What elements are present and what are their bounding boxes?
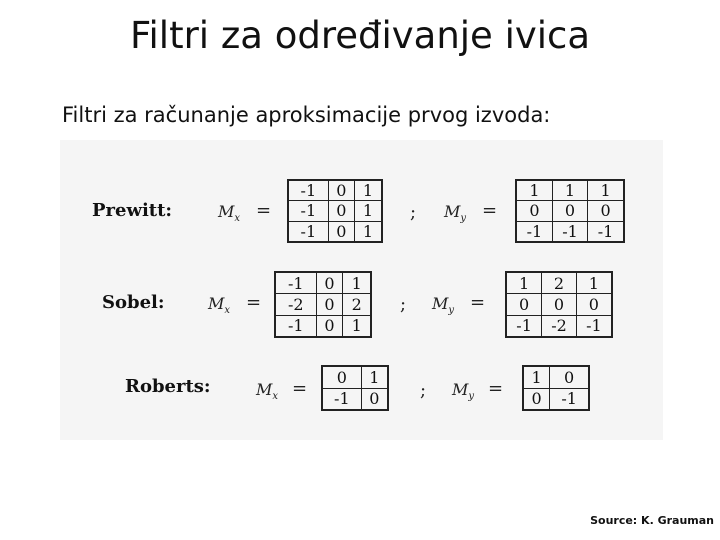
sobel-my-label: $M_y$: [432, 294, 455, 317]
matrix-cell: -1: [288, 180, 328, 201]
matrix-cell: 1: [588, 180, 624, 201]
matrix-cell: 1: [343, 272, 371, 294]
matrix-cell: -1: [550, 388, 589, 410]
matrix-row: [506, 272, 612, 294]
matrix-cell: -1: [288, 221, 328, 242]
matrix-cell: 1: [354, 221, 382, 242]
matrix-row: [506, 294, 612, 315]
matrix-row: [523, 366, 589, 388]
matrix-cell: 1: [552, 180, 587, 201]
matrix-row: [322, 388, 388, 410]
matrix-cell: 0: [550, 366, 589, 388]
slide-subtitle: Filtri za računanje aproksimacije prvog izvoda:: [62, 103, 551, 127]
matrix-cell: -1: [576, 315, 612, 337]
matrix-cell: 1: [361, 366, 388, 388]
slide-title: Filtri za određivanje ivica: [129, 14, 591, 57]
matrix-cell: 1: [576, 272, 612, 294]
matrix-cell: 0: [328, 201, 354, 221]
matrix-cell: -1: [275, 315, 316, 337]
matrix-cell: 1: [354, 180, 382, 201]
matrix-row: [516, 201, 624, 221]
sobel-separator: ;: [400, 294, 407, 315]
roberts-my-equals: =: [488, 378, 504, 399]
matrix-cell: 2: [542, 272, 577, 294]
roberts-my-label: $M_y$: [452, 380, 475, 403]
sobel-my-matrix: [505, 271, 613, 338]
matrix-cell: 0: [588, 201, 624, 221]
roberts-my-matrix: [522, 365, 590, 411]
matrix-row: [275, 272, 371, 294]
sobel-mx-matrix: [274, 271, 372, 338]
roberts-label: Roberts:: [125, 376, 211, 397]
prewitt-mx-label: $M_x$: [218, 202, 241, 225]
matrix-row: [516, 221, 624, 242]
matrix-row: [506, 315, 612, 337]
matrix-cell: 1: [506, 272, 542, 294]
matrix-cell: 0: [542, 294, 577, 315]
matrix-cell: 0: [328, 180, 354, 201]
matrix-cell: 2: [343, 294, 371, 315]
matrix-cell: 0: [322, 366, 361, 388]
matrix-cell: 1: [516, 180, 552, 201]
prewitt-my-equals: =: [482, 200, 498, 221]
matrix-cell: -1: [506, 315, 542, 337]
matrix-cell: 0: [506, 294, 542, 315]
sobel-my-equals: =: [470, 292, 486, 313]
matrix-cell: 0: [516, 201, 552, 221]
filters-figure: [60, 140, 663, 440]
matrix-cell: 0: [523, 388, 550, 410]
sobel-label: Sobel:: [102, 292, 165, 313]
matrix-row: [322, 366, 388, 388]
matrix-row: [275, 294, 371, 315]
sobel-mx-label: $M_x$: [208, 294, 231, 317]
matrix-cell: -1: [322, 388, 361, 410]
roberts-mx-matrix: [321, 365, 389, 411]
matrix-cell: 1: [343, 315, 371, 337]
matrix-cell: 0: [361, 388, 388, 410]
roberts-separator: ;: [420, 380, 427, 401]
matrix-cell: 1: [523, 366, 550, 388]
matrix-cell: -1: [516, 221, 552, 242]
matrix-cell: -1: [552, 221, 587, 242]
matrix-row: [523, 388, 589, 410]
matrix-cell: -2: [275, 294, 316, 315]
prewitt-mx-equals: =: [256, 200, 272, 221]
matrix-cell: -1: [275, 272, 316, 294]
sobel-mx-equals: =: [246, 292, 262, 313]
matrix-cell: 1: [354, 201, 382, 221]
matrix-cell: 0: [576, 294, 612, 315]
matrix-cell: -1: [288, 201, 328, 221]
prewitt-my-matrix: [515, 179, 625, 243]
source-credit: Source: K. Grauman: [590, 514, 714, 527]
prewitt-label: Prewitt:: [92, 200, 173, 221]
matrix-row: [516, 180, 624, 201]
matrix-cell: 0: [552, 201, 587, 221]
matrix-row: [288, 201, 382, 221]
matrix-cell: 0: [328, 221, 354, 242]
matrix-cell: 0: [316, 294, 343, 315]
matrix-row: [288, 180, 382, 201]
prewitt-mx-matrix: [287, 179, 383, 243]
matrix-row: [275, 315, 371, 337]
prewitt-my-label: $M_y$: [444, 202, 467, 225]
matrix-cell: -1: [588, 221, 624, 242]
roberts-mx-equals: =: [292, 378, 308, 399]
matrix-cell: 0: [316, 315, 343, 337]
matrix-cell: -2: [542, 315, 577, 337]
prewitt-separator: ;: [410, 202, 417, 223]
matrix-row: [288, 221, 382, 242]
matrix-cell: 0: [316, 272, 343, 294]
roberts-mx-label: $M_x$: [256, 380, 279, 403]
